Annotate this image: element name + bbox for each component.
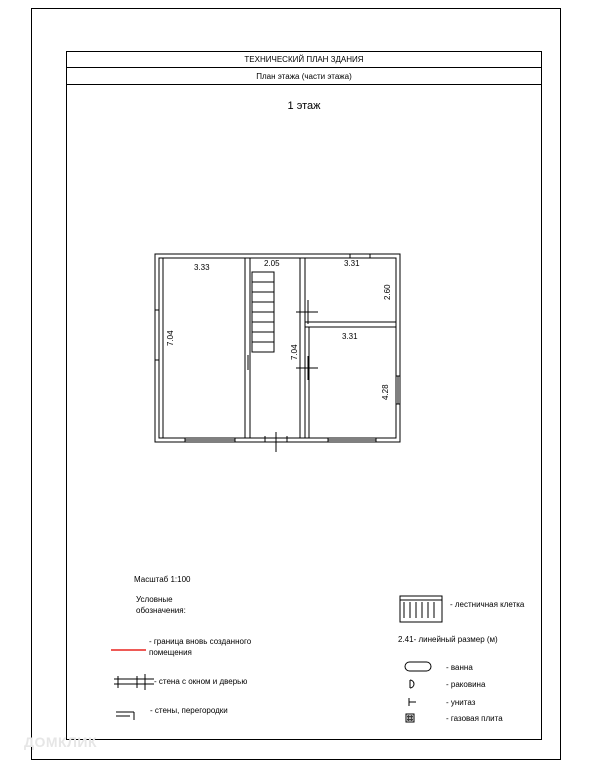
dim-room3-length: 4.28	[381, 384, 390, 400]
legend-title: Условные обозначения:	[136, 595, 186, 615]
dim-room1-length: 7.04	[166, 330, 175, 346]
legend-bath: - ванна	[446, 663, 473, 672]
legend-linear-size: 2.41- линейный размер (м)	[398, 635, 498, 644]
scale-label: Масштаб 1:100	[134, 575, 191, 584]
dim-stair-width: 2.05	[264, 259, 280, 268]
document-title: ТЕХНИЧЕСКИЙ ПЛАН ЗДАНИЯ	[66, 51, 542, 68]
dim-corridor-length: 7.04	[290, 344, 299, 360]
dim-room3-width: 3.31	[342, 332, 358, 341]
watermark-logo: ДОМКЛИК	[24, 734, 98, 750]
legend-sink: - раковина	[446, 680, 486, 689]
legend-stairwell: - лестничная клетка	[450, 600, 525, 609]
legend-walls: - стены, перегородки	[150, 706, 228, 715]
legend-gas-stove: - газовая плита	[446, 714, 503, 723]
legend-wall-window-door: - стена с окном и дверью	[154, 677, 248, 686]
legend-new-boundary: - граница вновь созданного помещения	[149, 637, 252, 657]
dim-room1-width: 3.33	[194, 263, 210, 272]
dim-room2-length: 2.60	[383, 284, 392, 300]
dim-room2-width: 3.31	[344, 259, 360, 268]
legend-toilet: - унитаз	[446, 698, 476, 707]
document-subtitle: План этажа (части этажа)	[66, 68, 542, 85]
floor-label: 1 этаж	[287, 100, 321, 112]
